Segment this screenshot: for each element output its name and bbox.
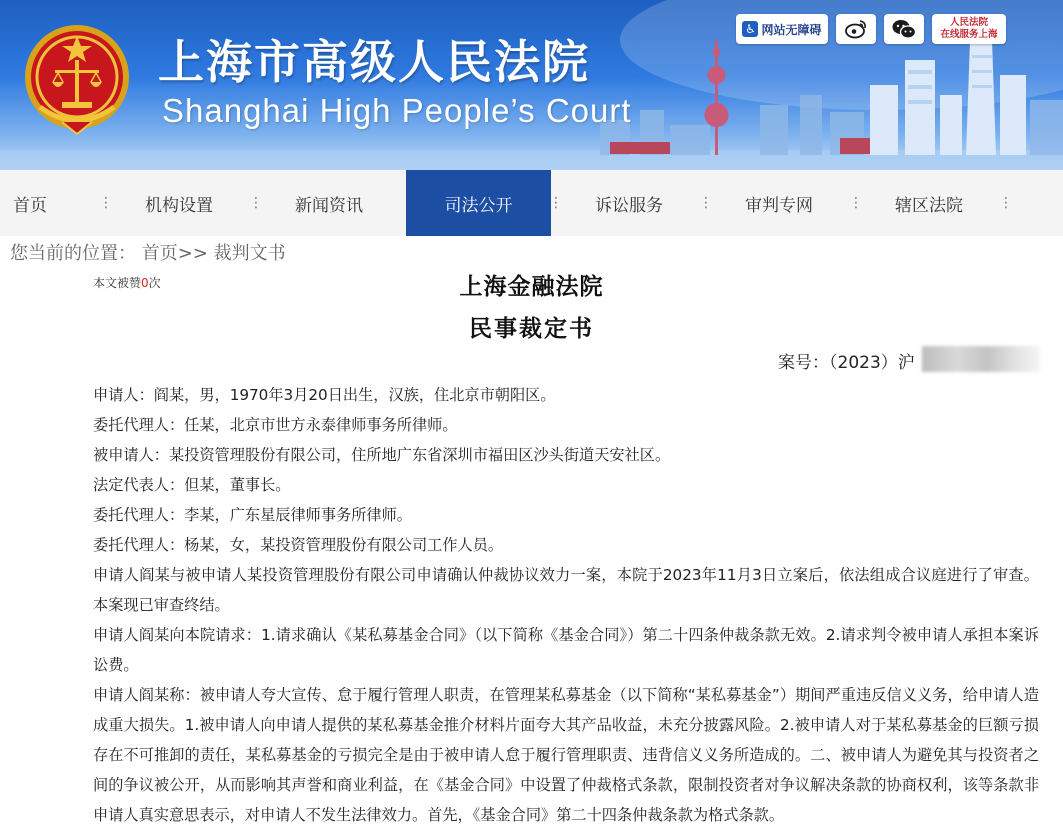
breadcrumb-current-link[interactable]: 裁判文书 xyxy=(213,243,286,264)
paragraph: 申请人阎某与被申请人某投资管理股份有限公司申请确认仲裁协议效力一案，本院于2023年11月3日立案后，依法组成合议庭进行了审查。本案现已审查终结。 xyxy=(93,566,1039,614)
likes-before: 本文被赞 xyxy=(93,276,142,290)
nav-item-litigation-services[interactable]: 诉讼服务 xyxy=(595,195,663,216)
nav-item-judicial-openness[interactable]: 司法公开 xyxy=(406,170,551,236)
main-nav xyxy=(0,170,1063,236)
paragraph: 委托代理人：任某，北京市世方永泰律师事务所律师。 xyxy=(93,416,458,434)
nav-item-trial-network[interactable]: 审判专网 xyxy=(745,195,813,216)
document-type: 民事裁定书 xyxy=(469,316,594,342)
document-court: 上海金融法院 xyxy=(459,274,604,300)
nav-separator: ⋮ xyxy=(99,195,113,211)
online-service-button[interactable] xyxy=(932,14,1006,44)
nav-item-district-courts[interactable]: 辖区法院 xyxy=(895,195,963,216)
weibo-icon xyxy=(844,19,868,39)
breadcrumb-separator: >> xyxy=(177,243,208,264)
paragraph: 申请人：阎某，男，1970年3月20日出生，汉族，住北京市朝阳区。 xyxy=(93,386,556,404)
paragraph: 申请人阎某称：被申请人夸大宣传、怠于履行管理人职责，在管理某私募基金（以下简称“某私募基金”）期间严重违反信义义务，给申请人造成重大损失。1.被申请人向申请人提供的某私募基金推介材料片面夸大其产品收益，未充分披露风险。2.被申请人对于某私募基金的巨额亏损存在不可推卸的责任，某私募基金的亏损完全是由于被申请人怠于履行管理职责、违背信义义务所造成的。二、被申请人为避免其与投资者之间的争议被公开，从而影响其声誉和商业利益，在《基金合同》中设置了仲裁格式条款，限制投资者对争议解决条款的协商权利，该等条款非申请人真实意思表示，对申请人不发生法律效力。首先，《基金合同》第二十四条仲裁条款为格式条款。 xyxy=(93,686,1039,824)
site-title: 上海市高级人民法院 xyxy=(158,35,590,89)
breadcrumb-home-link[interactable]: 首页 xyxy=(141,243,178,264)
paragraph: 委托代理人：李某，广东星辰律师事务所律师。 xyxy=(93,506,412,524)
header-banner xyxy=(0,0,1063,170)
court-emblem-icon xyxy=(22,22,132,137)
paragraph: 被申请人：某投资管理股份有限公司，住所地广东省深圳市福田区沙头街道天安社区。 xyxy=(93,446,671,464)
nav-item-news[interactable]: 新闻资讯 xyxy=(295,195,363,216)
nav-item-home[interactable]: 首页 xyxy=(13,195,47,216)
nav-separator: ⋮ xyxy=(849,195,863,211)
wechat-icon xyxy=(891,18,917,40)
redacted-case-number xyxy=(922,346,1040,372)
accessibility-label: 网站无障碍 xyxy=(761,22,822,37)
nav-item-organization[interactable]: 机构设置 xyxy=(145,195,213,216)
breadcrumb xyxy=(10,239,286,265)
likes-count: 0 xyxy=(141,276,149,290)
paragraph: 法定代表人：但某，董事长。 xyxy=(93,476,291,494)
site-title-english: Shanghai High People’s Court xyxy=(162,92,632,129)
case-number: 案号：（2023）沪 xyxy=(778,353,915,373)
likes-after: 次 xyxy=(148,276,161,290)
nav-separator: ⋮ xyxy=(549,195,563,211)
nav-separator: ⋮ xyxy=(249,195,263,211)
weibo-button[interactable] xyxy=(836,14,876,44)
breadcrumb-prefix: 您当前的位置： xyxy=(10,243,136,264)
nav-separator: ⋮ xyxy=(699,195,713,211)
online-service-line2: 在线服务上海 xyxy=(940,29,998,40)
paragraph: 委托代理人：杨某，女，某投资管理股份有限公司工作人员。 xyxy=(93,536,504,554)
nav-separator: ⋮ xyxy=(999,195,1013,211)
accessibility-button[interactable] xyxy=(736,14,828,44)
document-body xyxy=(93,380,1039,830)
online-service-line1: 人民法院 xyxy=(949,17,988,28)
wechat-button[interactable] xyxy=(884,14,924,44)
accessibility-icon: ♿ xyxy=(742,21,758,37)
paragraph: 申请人阎某向本院请求：1.请求确认《某私募基金合同》（以下简称《基金合同》）第二十四条仲裁条款无效。2.请求判令被申请人承担本案诉讼费。 xyxy=(93,626,1039,674)
